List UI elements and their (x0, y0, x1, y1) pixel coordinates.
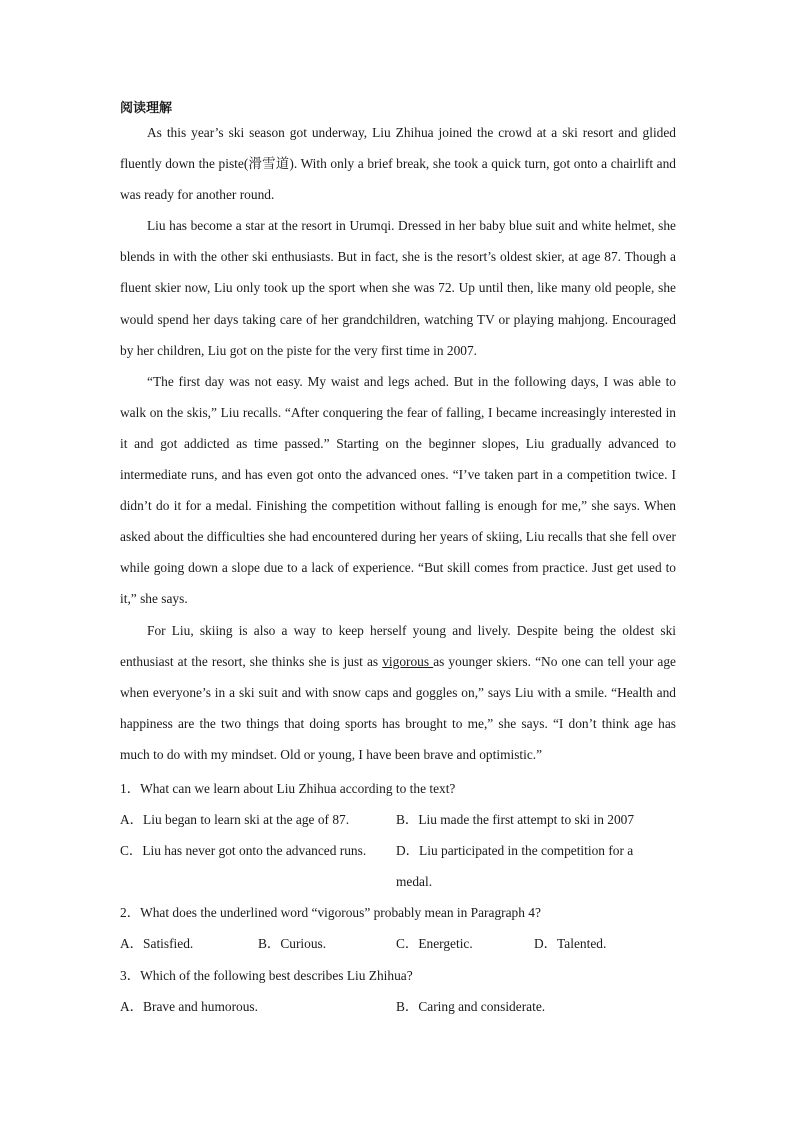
question-1-option-a: A．Liu began to learn ski at the age of 87. (120, 812, 350, 828)
paragraph-4 (120, 615, 676, 770)
reading-passage (120, 117, 676, 770)
question-2-stem: 2．What does the underlined word “vigorous” probably mean in Paragraph 4? (120, 905, 541, 921)
question-3-stem: 3．Which of the following best describes Liu Zhihua? (120, 967, 413, 983)
question-3-option-b: B．Caring and considerate. (396, 998, 546, 1014)
question-2-options-row (120, 928, 680, 959)
paragraph-3: “The first day was not easy. My waist and legs ached. But in the following days, I was able to walk on the skis,” Liu recalls. “After conquering the fear of falling, I became increasingly interested in it and got addicted as time passed.” Starting on the beginner slopes, Liu gradually advanced to intermediate runs, and has even got onto the advanced ones. “I’ve taken part in a competition twice. I didn’t do it for a medal. Finishing the competition without falling is enough for me,” she says. When asked about the difficulties she had encountered during her years of skiing, Liu recalls that she fell over while going down a slope due to a lack of experience. “But skill comes from practice. Just get used to it,” she says. (120, 373, 676, 607)
paragraph-2: Liu has become a star at the resort in Urumqi. Dressed in her baby blue suit and white helmet, she blends in with the other ski enthusiasts. But in fact, she is the resort’s oldest skier, at age 87. Though a fluent skier now, Liu only took up the sport when she was 72. Up until then, like many old people, she would spend her days taking care of her grandchildren, watching TV or playing mahjong. Encouraged by her children, Liu got on the piste for the very first time in 2007. (120, 218, 676, 358)
question-1-option-b: B．Liu made the first attempt to ski in 2007 (396, 812, 635, 828)
question-1-option-c: C．Liu has never got onto the advanced runs. (120, 843, 367, 859)
question-list (120, 773, 680, 1022)
question-3-option-a: A．Brave and humorous. (120, 998, 258, 1014)
paragraph-4-text-after: as younger skiers. “No one can tell your age when everyone’s in a ski suit and with snow caps and goggles on,” says Liu with a smile. “Health and happiness are the two things that doing sports has brought to me,” she says. “I don’t think age has much to do with my mindset. Old or young, I have been brave and optimistic.” (120, 653, 677, 762)
question-2-option-c: C．Energetic. (396, 936, 473, 952)
paragraph-4-text-before: For Liu, skiing is also a way to keep herself young and lively. Despite being the oldest ski enthusiast at the resort, she thinks she is just as (120, 622, 676, 669)
question-2-option-b: B．Curious. (258, 936, 327, 952)
question-1-options-row-2 (120, 835, 680, 866)
question-1-option-d: D．Liu participated in the competition for a medal. (396, 843, 634, 890)
section-title: 阅读理解 (120, 101, 173, 116)
question-1-stem: 1．What can we learn about Liu Zhihua according to the text? (120, 781, 456, 796)
question-1-options-row-1 (120, 804, 680, 835)
paragraph-1: As this year’s ski season got underway, Liu Zhihua joined the crowd at a ski resort and glided fluently down the piste(滑雪道). With only a brief break, she took a quick turn, got onto a chairlift and was ready for another round. (120, 125, 676, 203)
underlined-word: vigorous (382, 653, 434, 669)
question-3-options-row (120, 991, 680, 1022)
question-2-option-d: D．Talented. (534, 936, 607, 952)
question-2-option-a: A．Satisfied. (120, 936, 194, 952)
